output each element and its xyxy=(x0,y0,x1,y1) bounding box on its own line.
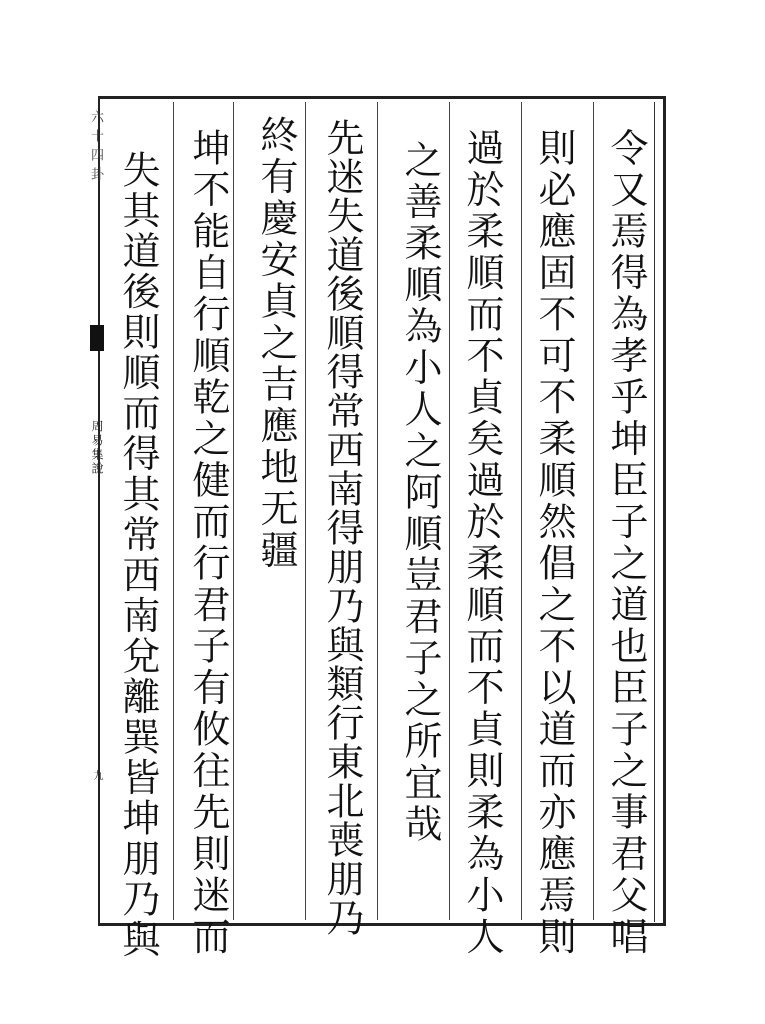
margin-book-title: 周易集說 xyxy=(90,420,104,476)
text-column-2: 則必應固不可不柔順然倡之不以道而亦應焉則 xyxy=(532,128,576,958)
text-column-8: 失其道後則順而得其常西南兌離巽皆坤朋乃與 xyxy=(116,150,160,960)
column-divider xyxy=(449,102,450,920)
text-column-7: 坤不能自行順乾之健而行君子有攸往先則迷而 xyxy=(186,128,230,958)
margin-top-chars: 六十四卦 xyxy=(88,110,103,186)
text-column-1: 令又焉得為孝乎坤臣子之道也臣子之事君父唱 xyxy=(604,128,648,958)
fishtail-mark xyxy=(90,325,104,351)
column-divider xyxy=(305,102,306,920)
column-divider xyxy=(593,102,594,920)
column-divider xyxy=(173,102,174,920)
margin-page-number: 九 xyxy=(91,770,102,780)
column-divider xyxy=(377,102,378,920)
text-column-3: 過於柔順而不貞矣過於柔順而不貞則柔為小人 xyxy=(460,128,504,958)
column-divider xyxy=(521,102,522,920)
text-column-6: 終有慶安貞之吉應地无疆 xyxy=(254,115,298,572)
text-column-5: 先迷失道後順得常西南得朋乃與類行東北喪朋乃 xyxy=(320,118,364,937)
margin-strip xyxy=(88,96,106,926)
text-column-4: 之善柔順為小人之阿順豈君子之所宜哉 xyxy=(398,140,442,846)
